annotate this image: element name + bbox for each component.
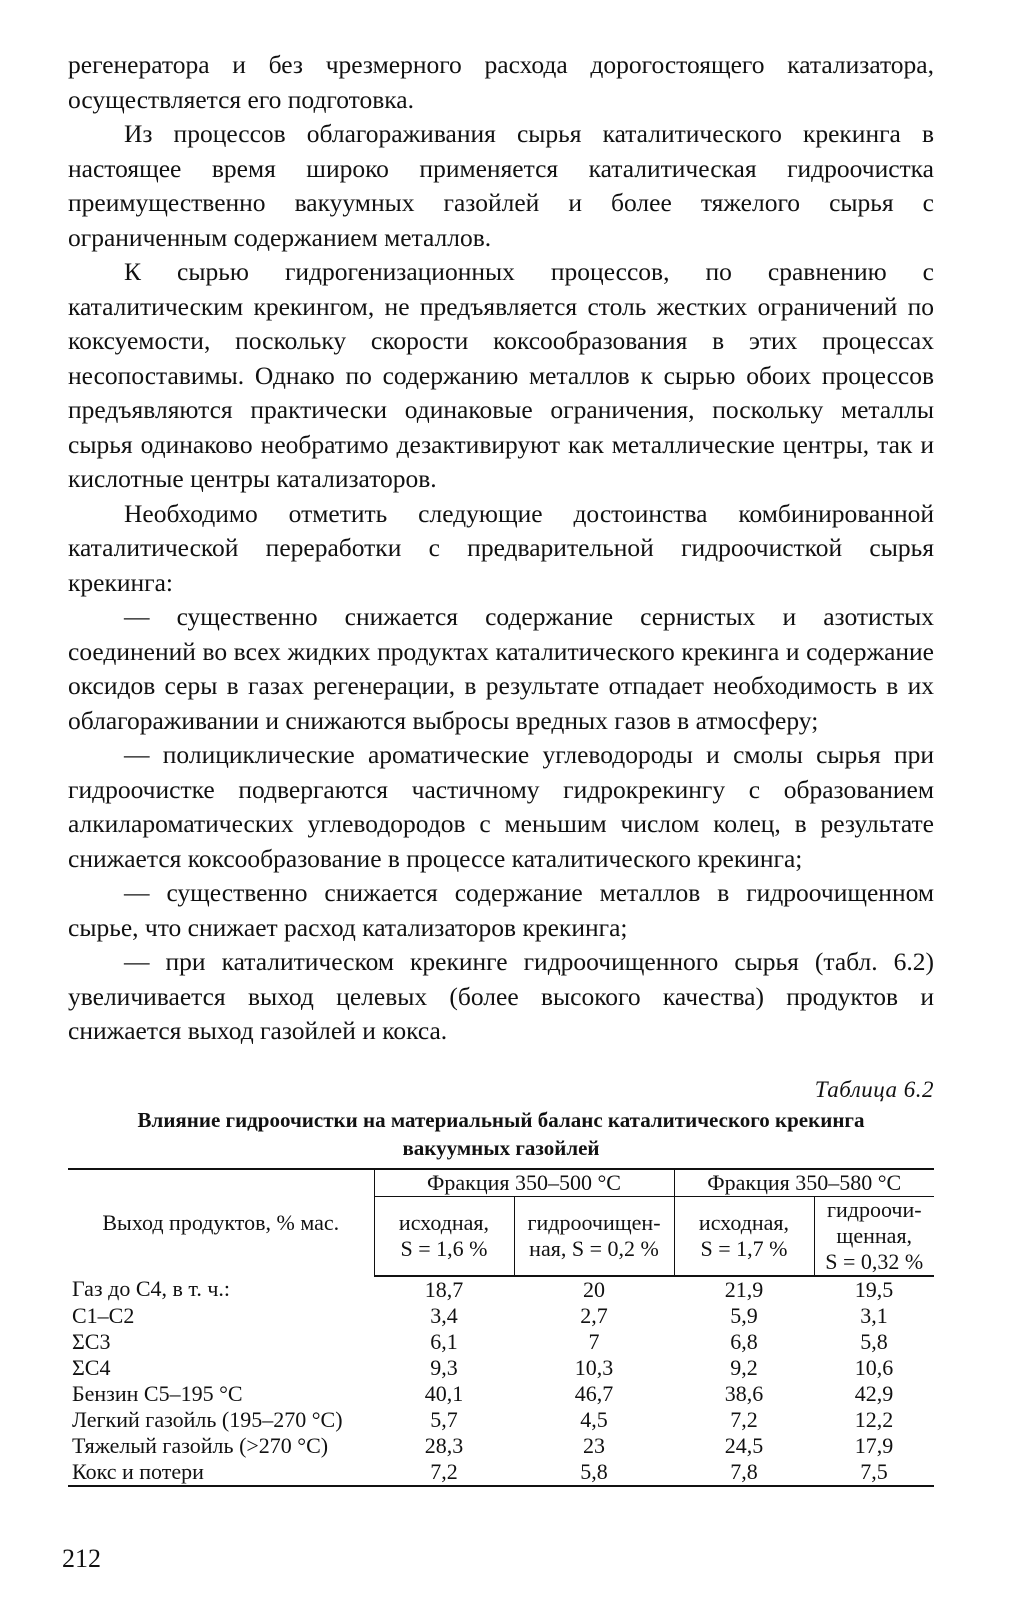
row-value: 38,6 [724, 1380, 764, 1406]
row-value: 40,1 [424, 1380, 464, 1406]
row-value: 20 [583, 1276, 605, 1302]
row-value: 7 [588, 1328, 600, 1354]
row-label: ΣС3 [72, 1328, 111, 1354]
header-sub-3-line-2: S = 1,7 % [700, 1235, 788, 1261]
row-value: 46,7 [574, 1380, 614, 1406]
table-title-line-2: вакуумных газойлей [402, 1135, 600, 1160]
row-value: 24,5 [724, 1432, 764, 1458]
row-value: 10,6 [854, 1354, 894, 1380]
row-value: 6,1 [430, 1328, 458, 1354]
data-table [68, 1168, 934, 1487]
row-value: 9,2 [730, 1354, 758, 1380]
row-value: 7,8 [674, 1459, 814, 1486]
row-value: 42,9 [854, 1380, 894, 1406]
row-value: 7,2 [730, 1406, 758, 1432]
row-label: Легкий газойль (195–270 °С) [72, 1406, 343, 1432]
row-value: 5,7 [430, 1406, 458, 1432]
row-value: 12,2 [854, 1406, 894, 1432]
row-label: ΣС4 [72, 1354, 111, 1380]
row-value: 4,5 [580, 1406, 608, 1432]
row-label: Газ до С4, в т. ч.: [72, 1276, 231, 1301]
bullet-3: — существенно снижается содержание металлов в гидроочищенном сырье, что снижает расход катализаторов крекинга; [68, 878, 934, 942]
header-sub-4-line-3: S = 0,32 % [825, 1248, 924, 1274]
header-sub-4-line-1: гидроочи- [826, 1196, 922, 1222]
table-row [68, 1407, 934, 1433]
row-value: 5,8 [860, 1328, 888, 1354]
bullet-2: — полициклические ароматические углеводороды и смолы сырья при гидроочистке подвергаются частичному гидрокрекингу с образованием алкилароматических углеводородов с меньшим числом колец, в результате снижается коксообразование в процессе каталитического крекинга; [68, 740, 934, 873]
header-sub-2-line-2: ная, S = 0,2 % [529, 1235, 659, 1261]
header-label: Выход продуктов, % мас. [68, 1169, 374, 1276]
paragraph-1: регенератора и без чрезмерного расхода дорогостоящего катализатора, осуществляется его подготовка. [68, 50, 934, 114]
row-value: 21,9 [724, 1276, 764, 1302]
row-value: 9,3 [430, 1354, 458, 1380]
row-value: 3,1 [860, 1302, 888, 1328]
header-sub-3 [674, 1196, 814, 1276]
table-row [68, 1459, 934, 1486]
header-group-2: Фракция 350–580 °С [674, 1169, 934, 1197]
table-row [68, 1329, 934, 1355]
header-sub-3-line-1: исходная, [698, 1209, 790, 1235]
row-value: 7,2 [374, 1459, 514, 1486]
table-title [68, 1106, 934, 1162]
row-value: 10,3 [574, 1354, 614, 1380]
header-sub-2-line-1: гидроочищен- [527, 1209, 661, 1235]
table-row [68, 1303, 934, 1329]
row-value: 5,8 [514, 1459, 674, 1486]
row-value: 28,3 [424, 1432, 464, 1458]
paragraph-4: Необходимо отметить следующие достоинства комбинированной каталитической переработки с предварительной гидроочисткой сырья крекинга: [68, 498, 934, 597]
table-row [68, 1355, 934, 1381]
table-caption: Таблица 6.2 [814, 1076, 934, 1102]
header-sub-1-line-2: S = 1,6 % [400, 1235, 488, 1261]
table-title-line-1: Влияние гидроочистки на материальный баланс каталитического крекинга [137, 1107, 865, 1132]
row-label: Бензин С5–195 °С [72, 1380, 243, 1406]
row-value: 23 [583, 1432, 605, 1458]
header-sub-4 [814, 1196, 934, 1276]
paragraph-2: Из процессов облагораживания сырья каталитического крекинга в настоящее время широко применяется каталитическая гидроочистка преимущественно вакуумных газойлей и более тяжелого сырья с ограниченным содержанием металлов. [68, 119, 934, 252]
row-value: 6,8 [730, 1328, 758, 1354]
table-row [68, 1433, 934, 1459]
row-value: 2,7 [580, 1302, 608, 1328]
bullet-4: — при каталитическом крекинге гидроочищенного сырья (табл. 6.2) увеличивается выход целевых (более высокого качества) продуктов и снижается выход газойлей и кокса. [68, 947, 934, 1045]
row-value: 17,9 [854, 1432, 894, 1458]
table-row [68, 1381, 934, 1407]
header-group-1: Фракция 350–500 °С [374, 1169, 674, 1197]
table-body [68, 1276, 934, 1486]
row-value: 3,4 [430, 1302, 458, 1328]
row-label: Тяжелый газойль (>270 °С) [72, 1432, 329, 1458]
row-value: 18,7 [424, 1276, 464, 1302]
row-value: 19,5 [854, 1276, 894, 1302]
header-sub-1-line-1: исходная, [398, 1209, 490, 1235]
header-sub-1 [374, 1196, 514, 1276]
bullet-1: — существенно снижается содержание сернистых и азотистых соединений во всех жидких продуктах каталитического крекинга и содержание оксидов серы в газах регенерации, в результате отпадает необходимость в их облагораживании и снижаются выбросы вредных газов в атмосферу; [68, 602, 934, 735]
page-number: 212 [62, 1544, 101, 1573]
row-value: 7,5 [814, 1459, 934, 1486]
header-sub-4-line-2: щенная, [836, 1222, 913, 1248]
table-row [68, 1276, 934, 1303]
header-sub-2 [514, 1196, 674, 1276]
paragraph-3: К сырью гидрогенизационных процессов, по сравнению с каталитическим крекингом, не предъявляется столь жестких ограничений по коксуемости, поскольку скорости коксообразования в этих процессах несопоставимы. Однако по содержанию металлов к сырью обоих процессов предъявляются практически одинаковые ограничения, поскольку металлы сырья одинаково необратимо дезактивируют как металлические центры, так и кислотные центры катализаторов. [68, 257, 934, 493]
page-content [68, 48, 934, 1487]
row-label: С1–С2 [72, 1302, 135, 1328]
row-value: 5,9 [730, 1302, 758, 1328]
row-label: Кокс и потери [68, 1459, 374, 1486]
